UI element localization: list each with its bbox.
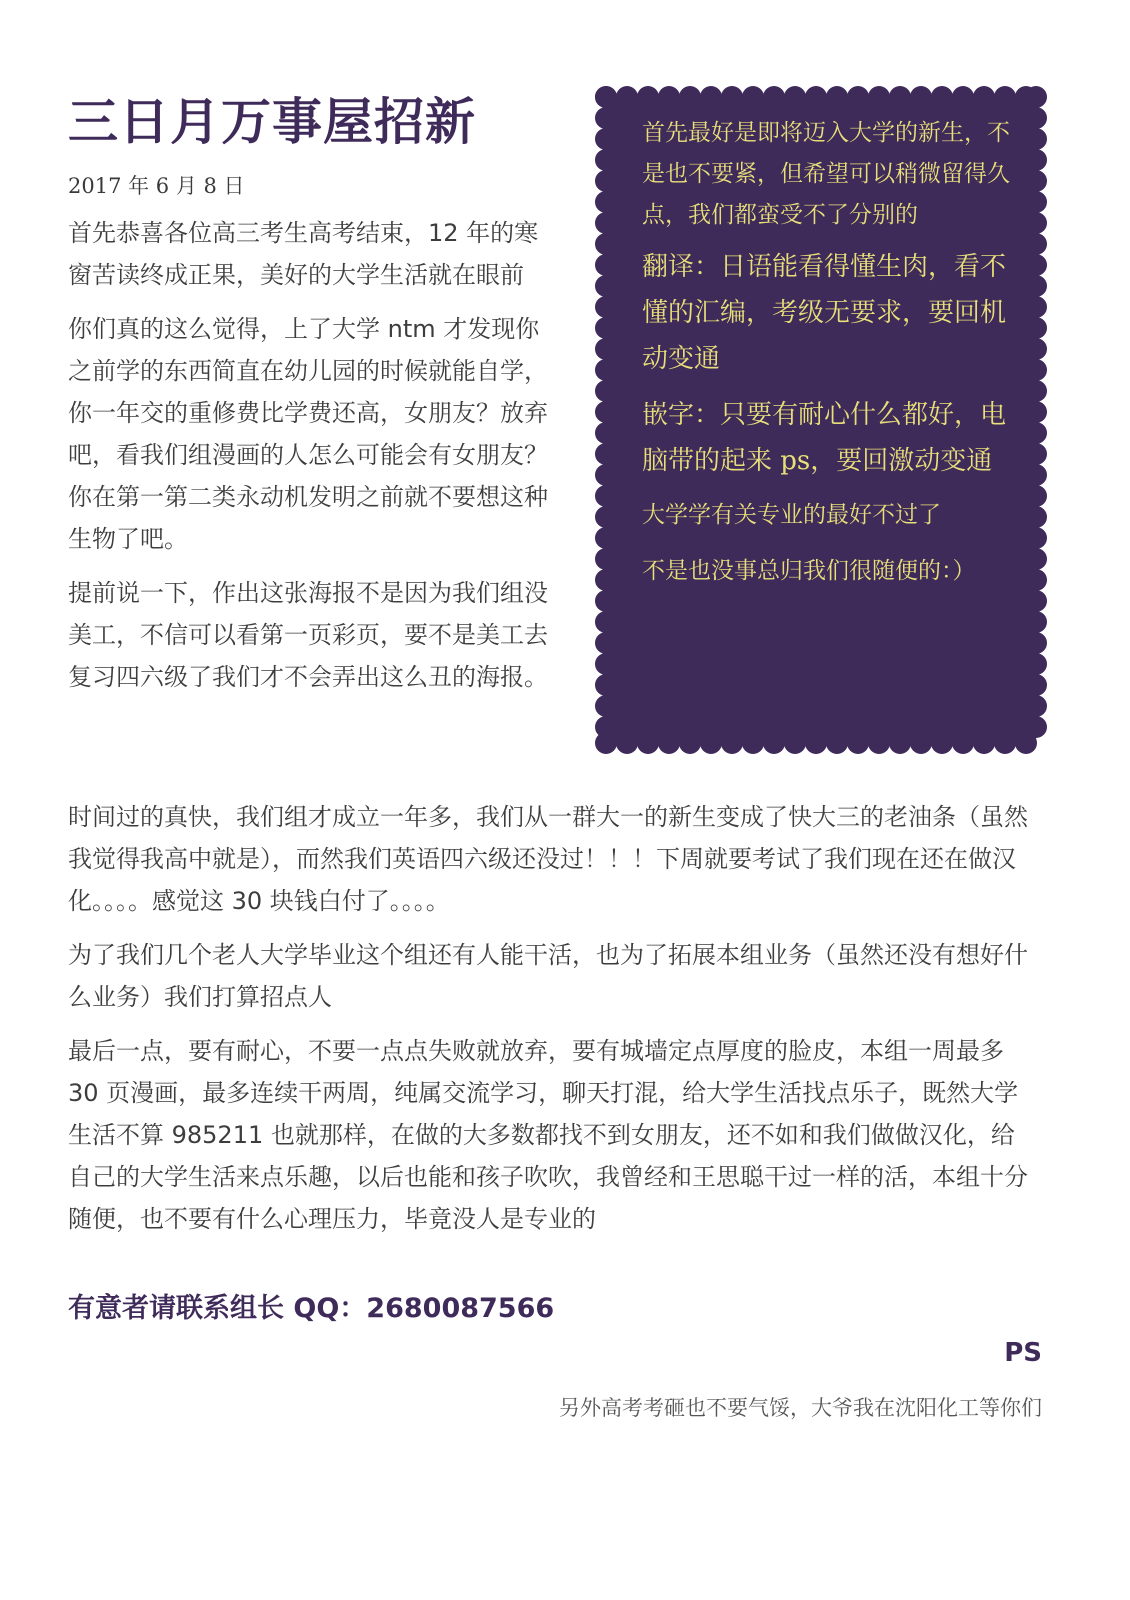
callout-intro: 首先最好是即将迈入大学的新生，不是也不要紧，但希望可以稍微留得久点，我们都蛮受不了分别的 — [642, 120, 1010, 228]
body-paragraph-1: 时间过的真快，我们组才成立一年多，我们从一群大一的新生变成了快大三的老油条（虽然我觉得我高中就是），而然我们英语四六级还没过！！！下周就要考试了我们现在还在做汉化。。。。感觉这 30 块钱白付了。。。。 — [68, 803, 1028, 915]
intro-paragraph-1: 首先恭喜各位高三考生高考结束，12 年的寒窗苦读终成正果，美好的大学生活就在眼前 — [68, 219, 539, 289]
intro-paragraph-2: 你们真的这么觉得，上了大学 ntm 才发现你之前学的东西简直在幼儿园的时候就能自学，你一年交的重修费比学费还高，女朋友？放弃吧，看我们组漫画的人怎么可能会有女朋友？你在第一第二类永动机发明之前就不要想这种生物了吧。 — [68, 315, 548, 553]
callout-typesetting: 嵌字：只要有耐心什么都好，电脑带的起来 ps，要回激动变通 — [642, 400, 1007, 476]
intro-paragraph-3: 提前说一下，作出这张海报不是因为我们组没美工，不信可以看第一页彩页，要不是美工去复习四六级了我们才不会弄出这么丑的海报。 — [68, 579, 548, 691]
callout-major-line-2: 不是也没事总归我们很随便的：） — [642, 558, 976, 584]
post-date: 2017 年 6 月 8 日 — [68, 174, 245, 198]
body-paragraph-2: 为了我们几个老人大学毕业这个组还有人能干活，也为了拓展本组业务（虽然还没有想好什么业务）我们打算招点人 — [68, 941, 1028, 1011]
intro-column — [68, 212, 550, 710]
body-paragraph-3: 最后一点，要有耐心，不要一点点失败就放弃，要有城墙定点厚度的脸皮，本组一周最多 30 页漫画，最多连续干两周，纯属交流学习，聊天打混，给大学生活找点乐子，既然大学生活不算 985211 也就那样，在做的大多数都找不到女朋友，还不如和我们做做汉化，给自己的大学生活来点乐趣，以后也能和孩子吹吹，我曾经和王思聪干过一样的活，本组十分随便，也不要有什么心理压力，毕竟没人是专业的 — [68, 1037, 1028, 1233]
callout-text — [642, 113, 1012, 596]
contact-line: 有意者请联系组长 QQ：2680087566 — [68, 1293, 555, 1324]
requirements-callout — [594, 85, 1048, 755]
poster-title: 三日月万事屋招新 — [68, 93, 476, 151]
callout-translation: 翻译：日语能看得懂生肉，看不懂的汇编，考级无要求，要回机动变通 — [642, 252, 1007, 374]
ps-label: PS — [1004, 1338, 1042, 1368]
ps-note: 另外高考考砸也不要气馁，大爷我在沈阳化工等你们 — [559, 1396, 1042, 1420]
callout-major-line-1: 大学学有关专业的最好不过了 — [642, 502, 941, 528]
main-body — [68, 796, 1038, 1252]
